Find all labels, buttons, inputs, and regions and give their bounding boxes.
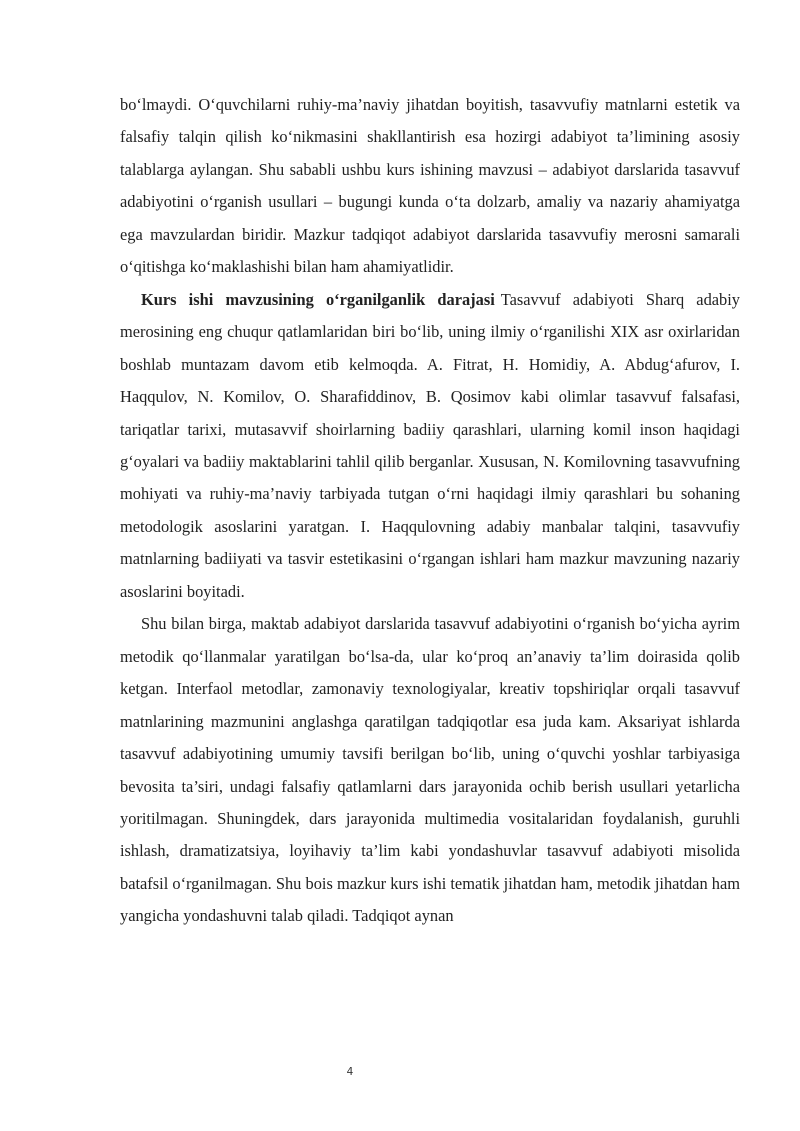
section-heading: Kurs ishi mavzusining o‘rganilganlik darajasi	[141, 289, 495, 309]
paragraph-study-level	[120, 284, 740, 609]
page-number: 4	[346, 1066, 354, 1078]
paragraph-continuation: bo‘lmaydi. O‘quvchilarni ruhiy-ma’naviy jihatdan boyitish, tasavvufiy matnlarni estetik va falsafiy talqin qilish ko‘nikmasini shakllantirish esa hozirgi adabiyot ta’limining asosiy talablarga aylangan. Shu sababli ushbu kurs ishining mavzusi – adabiyot darslarida tasavvuf adabiyotini o‘rganish usullari – bugungi kunda o‘ta dolzarb, amaliy va nazariy ahamiyatga ega mavzulardan biridir. Mazkur tadqiqot adabiyot darslarida tasavvufiy merosni samarali o‘qitishga ko‘maklashishi bilan ham ahamiyatlidir.	[120, 95, 740, 277]
paragraph-study-level-body: Tasavvuf adabiyoti Sharq adabiy merosining eng chuqur qatlamlaridan biri bo‘lib, uning ilmiy o‘rganilishi XIX asr oxirlaridan boshlab muntazam davom etib kelmoqda. A. Fitrat, H. Homidiy, A. Abdug‘afurov, I. Haqqulov, N. Komilov, O. Sharafiddinov, B. Qosimov kabi olimlar tasavvuf falsafasi, tariqatlar tarixi, mutasavvif shoirlarning badiiy qarashlari, ularning komil inson haqidagi g‘oyalari va badiiy maktablarini tahlil qilib berganlar. Xususan, N. Komilovning tasavvufning mohiyati va ruhiy-ma’naviy tarbiyada tutgan o‘rni haqidagi ilmiy qarashlari bu sohaning metodologik asoslarini yaratgan. I. Haqqulovning adabiy manbalar talqini, tasavvufiy matnlarning badiiyati va tasvir estetikasini o‘rgangan ishlari ham mazkur mavzuning nazariy asoslarini boyitadi.	[120, 289, 740, 601]
paragraph-methodology: Shu bilan birga, maktab adabiyot darslarida tasavvuf adabiyotini o‘rganish bo‘yicha ayrim metodik qo‘llanmalar yaratilgan bo‘lsa-da, ular ko‘proq an’anaviy ta’lim doirasida qolib ketgan. Interfaol metodlar, zamonaviy texnologiyalar, kreativ topshiriqlar orqali tasavvuf matnlarining mazmunini anglashga qaratilgan tadqiqotlar esa juda kam. Aksariyat ishlarda tasavvuf adabiyotining umumiy tavsifi berilgan bo‘lib, uning o‘quvchi yoshlar tarbiyasiga bevosita ta’siri, undagi falsafiy qatlamlarni dars jarayonida ochib berish usullari yetarlicha yoritilmagan. Shuningdek, dars jarayonida multimedia vositalaridan foydalanish, guruhli ishlash, dramatizatsiya, loyihaviy ta’lim kabi yondashuvlar tasavvuf adabiyoti misolida batafsil o‘rganilmagan. Shu bois mazkur kurs ishi tematik jihatdan ham, metodik jihatdan ham yangicha yondashuvni talab qiladi. Tadqiqot aynan	[120, 614, 740, 926]
body-text	[120, 89, 740, 933]
